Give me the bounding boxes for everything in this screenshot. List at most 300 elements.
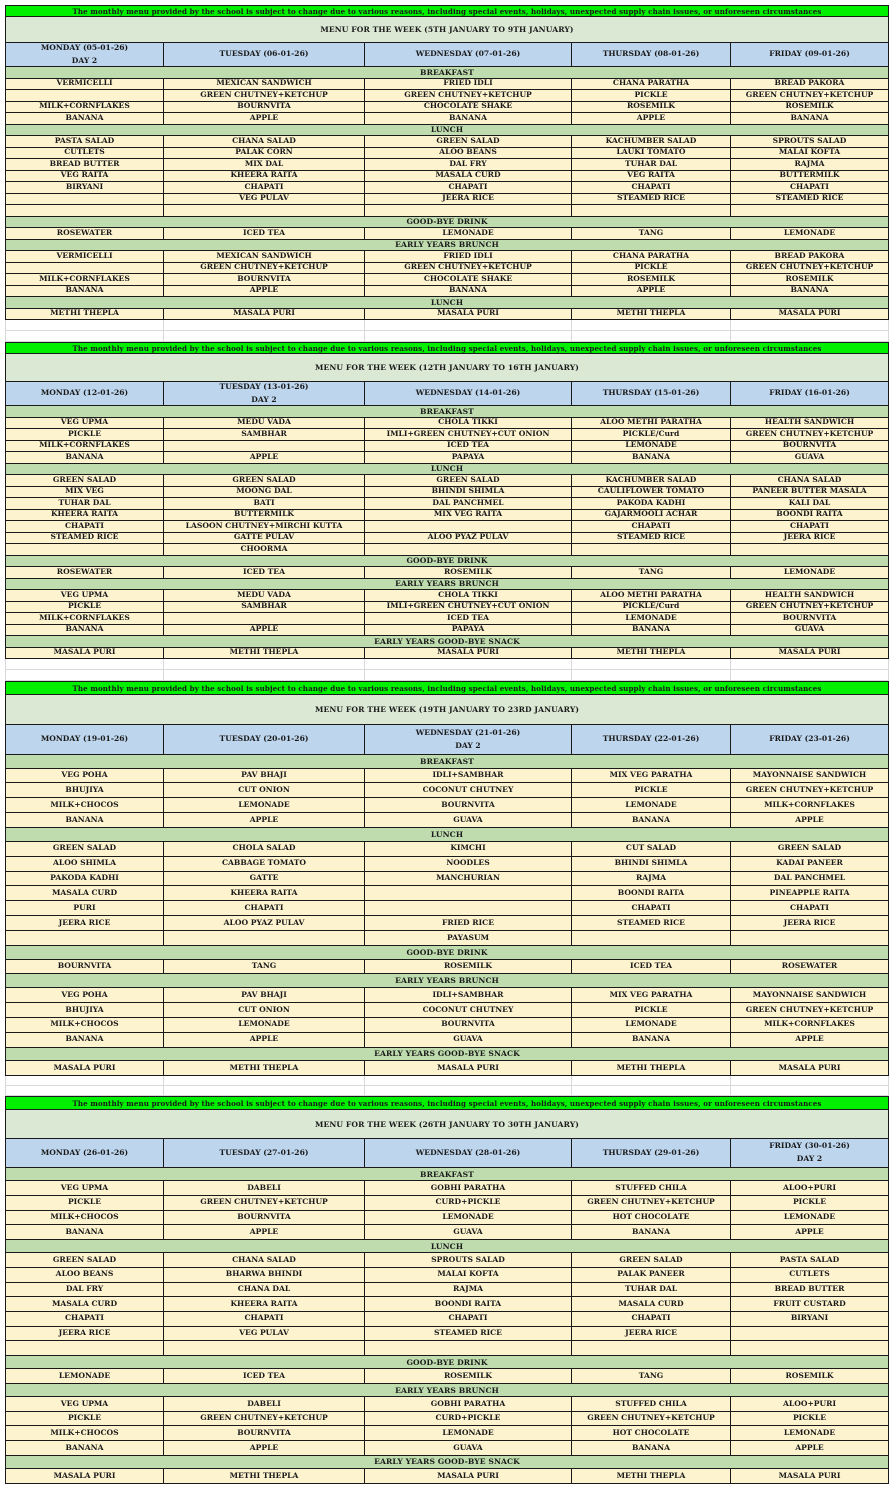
menu-row (5, 263, 889, 275)
menu-cell: BANANA (5, 452, 164, 464)
menu-row (5, 648, 889, 660)
menu-cell: CABBAGE TOMATO (164, 857, 365, 872)
day-header (5, 725, 164, 755)
menu-cell: BANANA (572, 1033, 731, 1048)
blank-cell (572, 659, 731, 670)
menu-cell: LEMONADE (164, 1018, 365, 1033)
menu-cell: PICKLE (731, 1412, 889, 1427)
menu-row (5, 182, 889, 194)
menu-cell: APPLE (731, 1033, 889, 1048)
section-header: EARLY YEARS BRUNCH (5, 974, 889, 988)
day-note: DAY 2 (71, 55, 98, 65)
menu-cell: MASALA PURI (731, 648, 889, 660)
menu-row (5, 1018, 889, 1033)
menu-cell: METHI THEPLA (5, 309, 164, 321)
menu-cell: BHARWA BHINDI (164, 1268, 365, 1283)
menu-cell: METHI THEPLA (164, 1061, 365, 1076)
menu-cell: APPLE (164, 452, 365, 464)
menu-cell: GREEN CHUTNEY+KETCHUP (365, 90, 572, 102)
menu-cell: TANG (572, 567, 731, 579)
menu-cell: BREAD PAKORA (731, 251, 889, 263)
menu-cell: METHI THEPLA (164, 648, 365, 660)
day-header-row (5, 725, 889, 755)
menu-cell: PICKLE (5, 1412, 164, 1427)
menu-cell: PICKLE/Curd (572, 429, 731, 441)
menu-cell: DAL FRY (365, 159, 572, 171)
menu-cell: ICED TEA (572, 960, 731, 975)
blank-cell (164, 659, 365, 670)
section-header: EARLY YEARS BRUNCH (5, 240, 889, 252)
menu-cell: STUFFED CHILA (572, 1397, 731, 1412)
blank-cell (5, 1086, 164, 1096)
week-title: MENU FOR THE WEEK (19TH JANUARY TO 23RD JANUARY) (5, 695, 889, 725)
menu-cell: DAL FRY (5, 1283, 164, 1298)
menu-cell: LEMONADE (365, 1426, 572, 1441)
menu-cell: APPLE (164, 286, 365, 298)
menu-cell: GREEN SALAD (5, 842, 164, 857)
menu-cell: CHAPATI (731, 182, 889, 194)
day-label: FRIDAY (23-01-26) (769, 734, 850, 744)
menu-cell: BATI (164, 498, 365, 510)
menu-cell (572, 931, 731, 946)
menu-cell: FRUIT CUSTARD (731, 1297, 889, 1312)
blank-cell (365, 659, 572, 670)
menu-cell: MALAI KOFTA (365, 1268, 572, 1283)
blank-cell (731, 659, 889, 670)
menu-cell: BANANA (572, 1441, 731, 1456)
section-header: EARLY YEARS GOOD-BYE SNACK (5, 636, 889, 648)
menu-cell: CHANA SALAD (164, 1253, 365, 1268)
menu-cell: GUAVA (365, 1225, 572, 1240)
menu-cell: PAPAYA (365, 625, 572, 637)
menu-cell: CUT SALAD (572, 842, 731, 857)
menu-cell: CUT ONION (164, 783, 365, 798)
menu-cell: SPROUTS SALAD (731, 136, 889, 148)
menu-cell: BANANA (572, 452, 731, 464)
menu-cell: APPLE (572, 113, 731, 125)
menu-cell: BANANA (572, 625, 731, 637)
menu-cell: PICKLE (572, 1003, 731, 1018)
blank-cell (731, 1076, 889, 1086)
menu-cell (164, 931, 365, 946)
menu-cell: CHAPATI (365, 1312, 572, 1327)
menu-row (5, 309, 889, 321)
menu-row (5, 798, 889, 813)
menu-cell: GATTE PULAV (164, 533, 365, 545)
menu-cell (5, 1341, 164, 1356)
blank-row (5, 659, 889, 670)
blank-cell (365, 670, 572, 681)
menu-cell: GATTE (164, 872, 365, 887)
day-header-row (5, 1139, 889, 1168)
menu-row (5, 872, 889, 887)
day-header (365, 382, 572, 406)
menu-cell: MEDU VADA (164, 418, 365, 430)
menu-cell: SAMBHAR (164, 602, 365, 614)
menu-cell: BANANA (5, 1441, 164, 1456)
menu-cell: CHAPATI (365, 182, 572, 194)
section-header: GOOD-BYE DRINK (5, 946, 889, 960)
notice-banner: The monthly menu provided by the school is subject to change due to various reasons, including special events, holidays, unexpected supply chain issues, or unforeseen circumstances (5, 681, 889, 695)
menu-cell: VEG UPMA (5, 590, 164, 602)
section-header: GOOD-BYE DRINK (5, 556, 889, 568)
menu-row (5, 960, 889, 975)
menu-cell: CURD+PICKLE (365, 1196, 572, 1211)
blank-cell (164, 1076, 365, 1086)
menu-cell: HOT CHOCOLATE (572, 1426, 731, 1441)
menu-row (5, 418, 889, 430)
menu-cell: MAYONNAISE SANDWICH (731, 769, 889, 784)
day-label: THURSDAY (22-01-26) (602, 734, 700, 744)
week-block (5, 342, 889, 681)
menu-cell: RAJMA (731, 159, 889, 171)
menu-cell: MILK+CHOCOS (5, 1018, 164, 1033)
menu-cell: LEMONADE (572, 1018, 731, 1033)
menu-row (5, 521, 889, 533)
menu-cell: DABELI (164, 1181, 365, 1196)
menu-cell: VEG UPMA (5, 1397, 164, 1412)
blank-cell (5, 331, 164, 342)
menu-cell: DABELI (164, 1397, 365, 1412)
menu-cell (731, 931, 889, 946)
menu-cell: BANANA (572, 1225, 731, 1240)
menu-cell: ROSEMILK (731, 102, 889, 114)
section-header: EARLY YEARS GOOD-BYE SNACK (5, 1048, 889, 1062)
menu-cell: ALOO METHI PARATHA (572, 418, 731, 430)
menu-cell: ICED TEA (365, 441, 572, 453)
menu-cell: MASALA PURI (365, 309, 572, 321)
menu-cell: CHANA DAL (164, 1283, 365, 1298)
menu-cell (731, 205, 889, 217)
menu-cell: BUTTERMILK (731, 171, 889, 183)
menu-cell: CHOLA TIKKI (365, 590, 572, 602)
menu-cell: MEDU VADA (164, 590, 365, 602)
menu-cell: SAMBHAR (164, 429, 365, 441)
menu-cell: CHAPATI (164, 182, 365, 194)
menu-cell: PINEAPPLE RAITA (731, 886, 889, 901)
menu-cell: CHAPATI (731, 521, 889, 533)
menu-cell: MILK+CHOCOS (5, 798, 164, 813)
section-header: BREAKFAST (5, 406, 889, 418)
menu-cell: ROSEWATER (731, 960, 889, 975)
menu-cell: STEAMED RICE (572, 194, 731, 206)
day-label: WEDNESDAY (21-01-26) (415, 727, 521, 737)
menu-cell: BHUJIYA (5, 783, 164, 798)
section-header: BREAKFAST (5, 1168, 889, 1181)
menu-row (5, 159, 889, 171)
menu-cell: VEG UPMA (5, 418, 164, 430)
menu-cell: GREEN CHUTNEY+KETCHUP (731, 429, 889, 441)
menu-cell: APPLE (731, 813, 889, 828)
menu-cell: PICKLE (731, 1196, 889, 1211)
menu-row (5, 1369, 889, 1384)
menu-cell: BOONDI RAITA (572, 886, 731, 901)
blank-cell (731, 331, 889, 342)
blank-cell (572, 1086, 731, 1096)
menu-cell: LEMONADE (365, 228, 572, 240)
menu-row (5, 441, 889, 453)
menu-cell: APPLE (164, 113, 365, 125)
menu-cell: APPLE (164, 625, 365, 637)
menu-cell: GREEN CHUTNEY+KETCHUP (164, 1412, 365, 1427)
menu-cell: ICED TEA (164, 1369, 365, 1384)
menu-cell: MILK+CORNFLAKES (5, 613, 164, 625)
blank-cell (365, 331, 572, 342)
menu-row (5, 1268, 889, 1283)
menu-cell: KACHUMBER SALAD (572, 136, 731, 148)
menu-cell: GREEN CHUTNEY+KETCHUP (572, 1196, 731, 1211)
menu-row (5, 1469, 889, 1484)
menu-cell: LASOON CHUTNEY+MIRCHI KUTTA (164, 521, 365, 533)
menu-cell: HEALTH SANDWICH (731, 590, 889, 602)
menu-row (5, 533, 889, 545)
menu-cell: PALAK CORN (164, 148, 365, 160)
blank-cell (731, 1086, 889, 1096)
menu-cell: MASALA PURI (5, 648, 164, 660)
menu-cell: GUAVA (731, 625, 889, 637)
menu-cell: ALOO SHIMLA (5, 857, 164, 872)
menu-cell: TUHAR DAL (572, 159, 731, 171)
day-label: WEDNESDAY (07-01-26) (415, 49, 521, 59)
menu-cell: BANANA (5, 286, 164, 298)
section-header: GOOD-BYE DRINK (5, 217, 889, 229)
menu-cell (365, 544, 572, 556)
menu-cell: PASTA SALAD (5, 136, 164, 148)
menu-cell: MIX VEG PARATHA (572, 769, 731, 784)
menu-cell: METHI THEPLA (164, 1469, 365, 1484)
menu-cell: APPLE (572, 286, 731, 298)
section-header: LUNCH (5, 828, 889, 842)
menu-cell: LEMONADE (731, 1211, 889, 1226)
menu-cell: APPLE (164, 1033, 365, 1048)
menu-row (5, 1426, 889, 1441)
menu-row (5, 1283, 889, 1298)
menu-cell: GREEN SALAD (365, 475, 572, 487)
menu-row (5, 1341, 889, 1356)
menu-cell: BOURNVITA (164, 1211, 365, 1226)
menu-row (5, 136, 889, 148)
menu-row (5, 1181, 889, 1196)
menu-cell: VEG UPMA (5, 1181, 164, 1196)
menu-cell: BIRYANI (5, 182, 164, 194)
menu-row (5, 487, 889, 499)
blank-cell (5, 320, 164, 331)
menu-cell: GREEN CHUTNEY+KETCHUP (164, 1196, 365, 1211)
day-header-row (5, 43, 889, 67)
menu-cell (365, 521, 572, 533)
blank-row (5, 1086, 889, 1096)
menu-row (5, 1196, 889, 1211)
menu-row (5, 842, 889, 857)
menu-row (5, 1225, 889, 1240)
menu-cell: LEMONADE (5, 1369, 164, 1384)
menu-cell: MASALA CURD (365, 171, 572, 183)
menu-cell: JEERA RICE (731, 533, 889, 545)
menu-cell: VERMICELLI (5, 79, 164, 91)
menu-row (5, 931, 889, 946)
day-header (731, 1139, 889, 1168)
menu-cell: JEERA RICE (5, 1327, 164, 1342)
menu-cell: METHI THEPLA (572, 648, 731, 660)
week-block (5, 1096, 889, 1484)
menu-cell: RAJMA (365, 1283, 572, 1298)
menu-cell: STEAMED RICE (5, 533, 164, 545)
section-header: LUNCH (5, 125, 889, 137)
menu-cell: MASALA CURD (5, 886, 164, 901)
menu-cell: KADAI PANEER (731, 857, 889, 872)
menu-cell: LAUKI TOMATO (572, 148, 731, 160)
menu-cell: FRIED RICE (365, 916, 572, 931)
menu-cell: ALOO+PURI (731, 1181, 889, 1196)
menu-cell: PICKLE (572, 263, 731, 275)
menu-cell: CHAPATI (572, 901, 731, 916)
menu-cell: MIX DAL (164, 159, 365, 171)
day-label: MONDAY (12-01-26) (40, 388, 129, 398)
menu-row (5, 1297, 889, 1312)
menu-cell: IDLI+SAMBHAR (365, 988, 572, 1003)
menu-cell: JEERA RICE (365, 194, 572, 206)
section-header: LUNCH (5, 1240, 889, 1253)
menu-cell: MALAI KOFTA (731, 148, 889, 160)
menu-cell: MILK+CORNFLAKES (731, 1018, 889, 1033)
menu-cell: ROSEMILK (731, 274, 889, 286)
menu-cell: TANG (164, 960, 365, 975)
menu-cell: PASTA SALAD (731, 1253, 889, 1268)
menu-cell: ROSEMILK (572, 102, 731, 114)
menu-cell: CHAPATI (164, 1312, 365, 1327)
menu-cell: BOURNVITA (731, 441, 889, 453)
menu-cell: APPLE (731, 1441, 889, 1456)
menu-cell: CHANA PARATHA (572, 79, 731, 91)
menu-cell: BOURNVITA (164, 102, 365, 114)
menu-cell: BOURNVITA (365, 798, 572, 813)
menu-cell: CHAPATI (164, 901, 365, 916)
section-header: EARLY YEARS BRUNCH (5, 1384, 889, 1397)
menu-row (5, 510, 889, 522)
day-label: TUESDAY (06-01-26) (219, 49, 309, 59)
section-header: BREAKFAST (5, 67, 889, 79)
menu-cell: STEAMED RICE (572, 916, 731, 931)
day-header (5, 382, 164, 406)
menu-cell: MASALA PURI (5, 1061, 164, 1076)
menu-cell: CUTLETS (5, 148, 164, 160)
blank-cell (572, 331, 731, 342)
menu-cell: GREEN SALAD (365, 136, 572, 148)
menu-cell: KIMCHI (365, 842, 572, 857)
menu-cell: MILK+CORNFLAKES (731, 798, 889, 813)
menu-cell: GREEN SALAD (572, 1253, 731, 1268)
menu-row (5, 452, 889, 464)
menu-cell: PAV BHAJI (164, 988, 365, 1003)
menu-cell: BANANA (572, 813, 731, 828)
menu-cell: MILK+CORNFLAKES (5, 274, 164, 286)
menu-cell: DAL PANCHMEL (365, 498, 572, 510)
day-label: TUESDAY (27-01-26) (219, 1147, 309, 1157)
day-header (731, 382, 889, 406)
menu-cell: MASALA PURI (365, 648, 572, 660)
menu-row (5, 79, 889, 91)
menu-cell: GREEN SALAD (164, 475, 365, 487)
menu-cell: BREAD PAKORA (731, 79, 889, 91)
menu-cell: MEXICAN SANDWICH (164, 251, 365, 263)
menu-row (5, 602, 889, 614)
menu-sheet (5, 5, 889, 1484)
menu-cell: GUAVA (365, 1033, 572, 1048)
day-header (164, 43, 365, 67)
day-label: TUESDAY (20-01-26) (219, 734, 309, 744)
menu-cell: KHEERA RAITA (164, 171, 365, 183)
blank-cell (365, 320, 572, 331)
menu-cell: HOT CHOCOLATE (572, 1211, 731, 1226)
menu-cell: BOURNVITA (731, 613, 889, 625)
menu-cell (731, 544, 889, 556)
menu-cell: CHOLA TIKKI (365, 418, 572, 430)
menu-cell: KHEERA RAITA (5, 510, 164, 522)
menu-cell: BOURNVITA (365, 1018, 572, 1033)
menu-cell (572, 205, 731, 217)
menu-cell: MILK+CHOCOS (5, 1211, 164, 1226)
notice-banner: The monthly menu provided by the school is subject to change due to various reasons, including special events, holidays, unexpected supply chain issues, or unforeseen circumstances (5, 342, 889, 354)
menu-cell: BHINDI SHIMLA (572, 857, 731, 872)
menu-cell: BANANA (365, 286, 572, 298)
menu-cell: BANANA (5, 1033, 164, 1048)
menu-cell: GOBHI PARATHA (365, 1181, 572, 1196)
menu-cell: BANANA (5, 113, 164, 125)
menu-cell (572, 1341, 731, 1356)
menu-cell: HEALTH SANDWICH (731, 418, 889, 430)
day-header (164, 725, 365, 755)
menu-row (5, 274, 889, 286)
menu-cell: CUTLETS (731, 1268, 889, 1283)
menu-cell: CHOORMA (164, 544, 365, 556)
menu-cell: BOONDI RAITA (365, 1297, 572, 1312)
menu-cell: ROSEMILK (365, 960, 572, 975)
day-label: FRIDAY (30-01-26) (769, 1141, 850, 1151)
menu-cell: IMLI+GREEN CHUTNEY+CUT ONION (365, 602, 572, 614)
menu-cell: CUT ONION (164, 1003, 365, 1018)
menu-row (5, 1253, 889, 1268)
menu-row (5, 1003, 889, 1018)
menu-cell: METHI THEPLA (572, 1061, 731, 1076)
menu-cell: BIRYANI (731, 1312, 889, 1327)
menu-row (5, 544, 889, 556)
day-label: THURSDAY (29-01-26) (602, 1147, 700, 1157)
menu-row (5, 1033, 889, 1048)
menu-cell: PICKLE (572, 783, 731, 798)
menu-cell: COCONUT CHUTNEY (365, 1003, 572, 1018)
menu-cell: PALAK PANEER (572, 1268, 731, 1283)
menu-cell: SPROUTS SALAD (365, 1253, 572, 1268)
menu-cell: GREEN CHUTNEY+KETCHUP (731, 783, 889, 798)
menu-cell: VEG RAITA (5, 171, 164, 183)
menu-cell (572, 544, 731, 556)
day-label: MONDAY (19-01-26) (40, 734, 129, 744)
menu-cell: MANCHURIAN (365, 872, 572, 887)
menu-cell: GUAVA (731, 452, 889, 464)
menu-cell: GAJARMOOLI ACHAR (572, 510, 731, 522)
section-header: EARLY YEARS BRUNCH (5, 579, 889, 591)
menu-cell: BANANA (5, 625, 164, 637)
day-label: FRIDAY (16-01-26) (769, 388, 850, 398)
menu-row (5, 251, 889, 263)
menu-cell: PICKLE (5, 602, 164, 614)
day-label: TUESDAY (13-01-26) (219, 382, 309, 391)
menu-row (5, 857, 889, 872)
menu-row (5, 475, 889, 487)
menu-cell: GREEN CHUTNEY+KETCHUP (572, 1412, 731, 1427)
menu-cell: FRIED IDLI (365, 251, 572, 263)
menu-cell: COCONUT CHUTNEY (365, 783, 572, 798)
